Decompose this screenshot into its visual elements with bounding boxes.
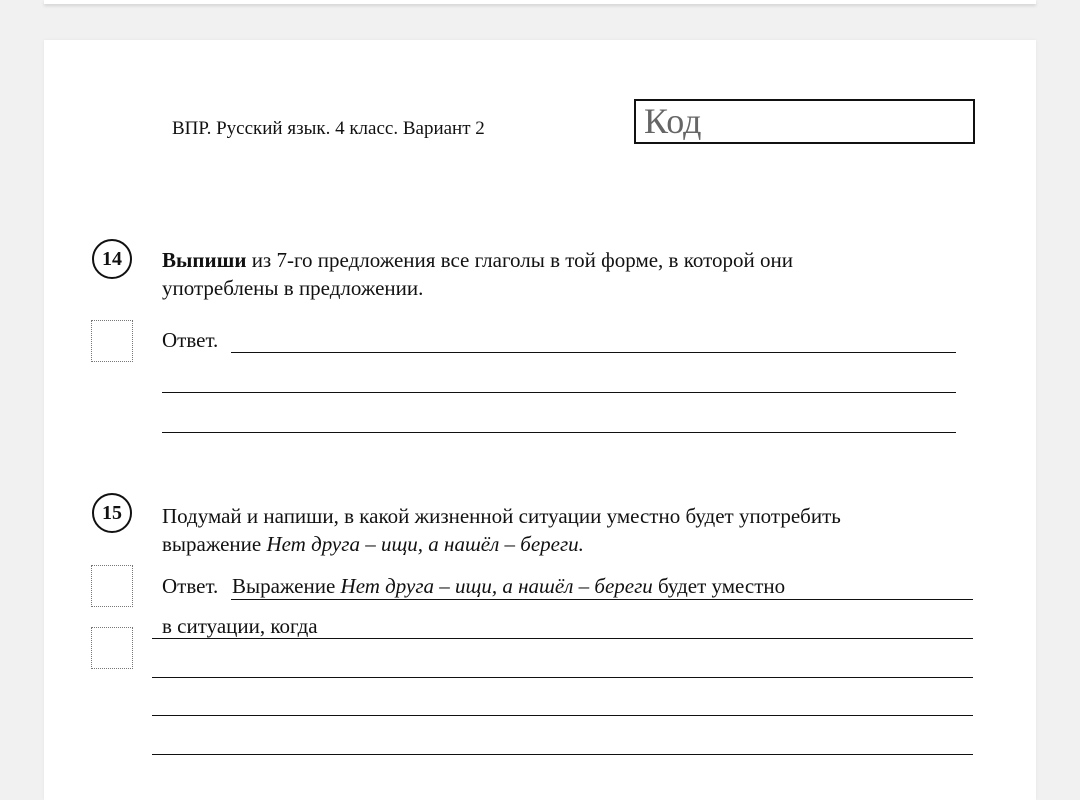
task-14-answer-line-1[interactable]	[231, 352, 956, 353]
task-15-proverb: Нет друга – ищи, а нашёл – береги.	[266, 532, 584, 556]
task-15-answer-label: Ответ.	[162, 574, 219, 598]
code-field[interactable]	[634, 99, 975, 144]
task-15-answer-line2: в ситуации, когда	[162, 614, 318, 638]
code-label: Код	[644, 101, 702, 141]
task-15-answer-plain-a: Выражение	[232, 574, 341, 598]
task-15-answer-line-1[interactable]	[231, 599, 973, 600]
task-14-score-box	[91, 320, 133, 362]
task-14-answer-line-2[interactable]	[162, 392, 956, 393]
task-number-15: 15	[92, 493, 132, 533]
task-15-answer-line1	[232, 574, 785, 599]
task-15-score-box-1	[91, 565, 133, 607]
task-15-answer-line-2[interactable]	[152, 638, 973, 639]
task-15-score-box-2	[91, 627, 133, 669]
task-number-14: 14	[92, 239, 132, 279]
task-15-answer-line-3[interactable]	[152, 677, 973, 678]
previous-page-edge	[44, 0, 1036, 4]
task-14-bold-word: Выпиши	[162, 248, 247, 272]
task-15-text	[162, 502, 965, 558]
task-15-answer-proverb: Нет друга – ищи, а нашёл – береги	[340, 574, 653, 598]
task-15-answer-line-4[interactable]	[152, 715, 973, 716]
task-14-text-line2: употреблены в предложении.	[162, 276, 424, 300]
task-14-answer-line-3[interactable]	[162, 432, 956, 433]
document-page	[44, 40, 1036, 800]
task-15-answer-plain-b: будет уместно	[652, 574, 786, 598]
task-15-text-line1: Подумай и напиши, в какой жизненной ситуации уместно будет употребить	[162, 504, 841, 528]
task-14-answer-label: Ответ.	[162, 328, 219, 352]
task-14-text-rest: из 7-го предложения все глаголы в той форме, в которой они	[246, 248, 793, 272]
page-header-title: ВПР. Русский язык. 4 класс. Вариант 2	[172, 118, 485, 139]
task-14-text	[162, 246, 965, 302]
task-15-answer-line-5[interactable]	[152, 754, 973, 755]
task-15-text-line2-plain: выражение	[162, 532, 267, 556]
